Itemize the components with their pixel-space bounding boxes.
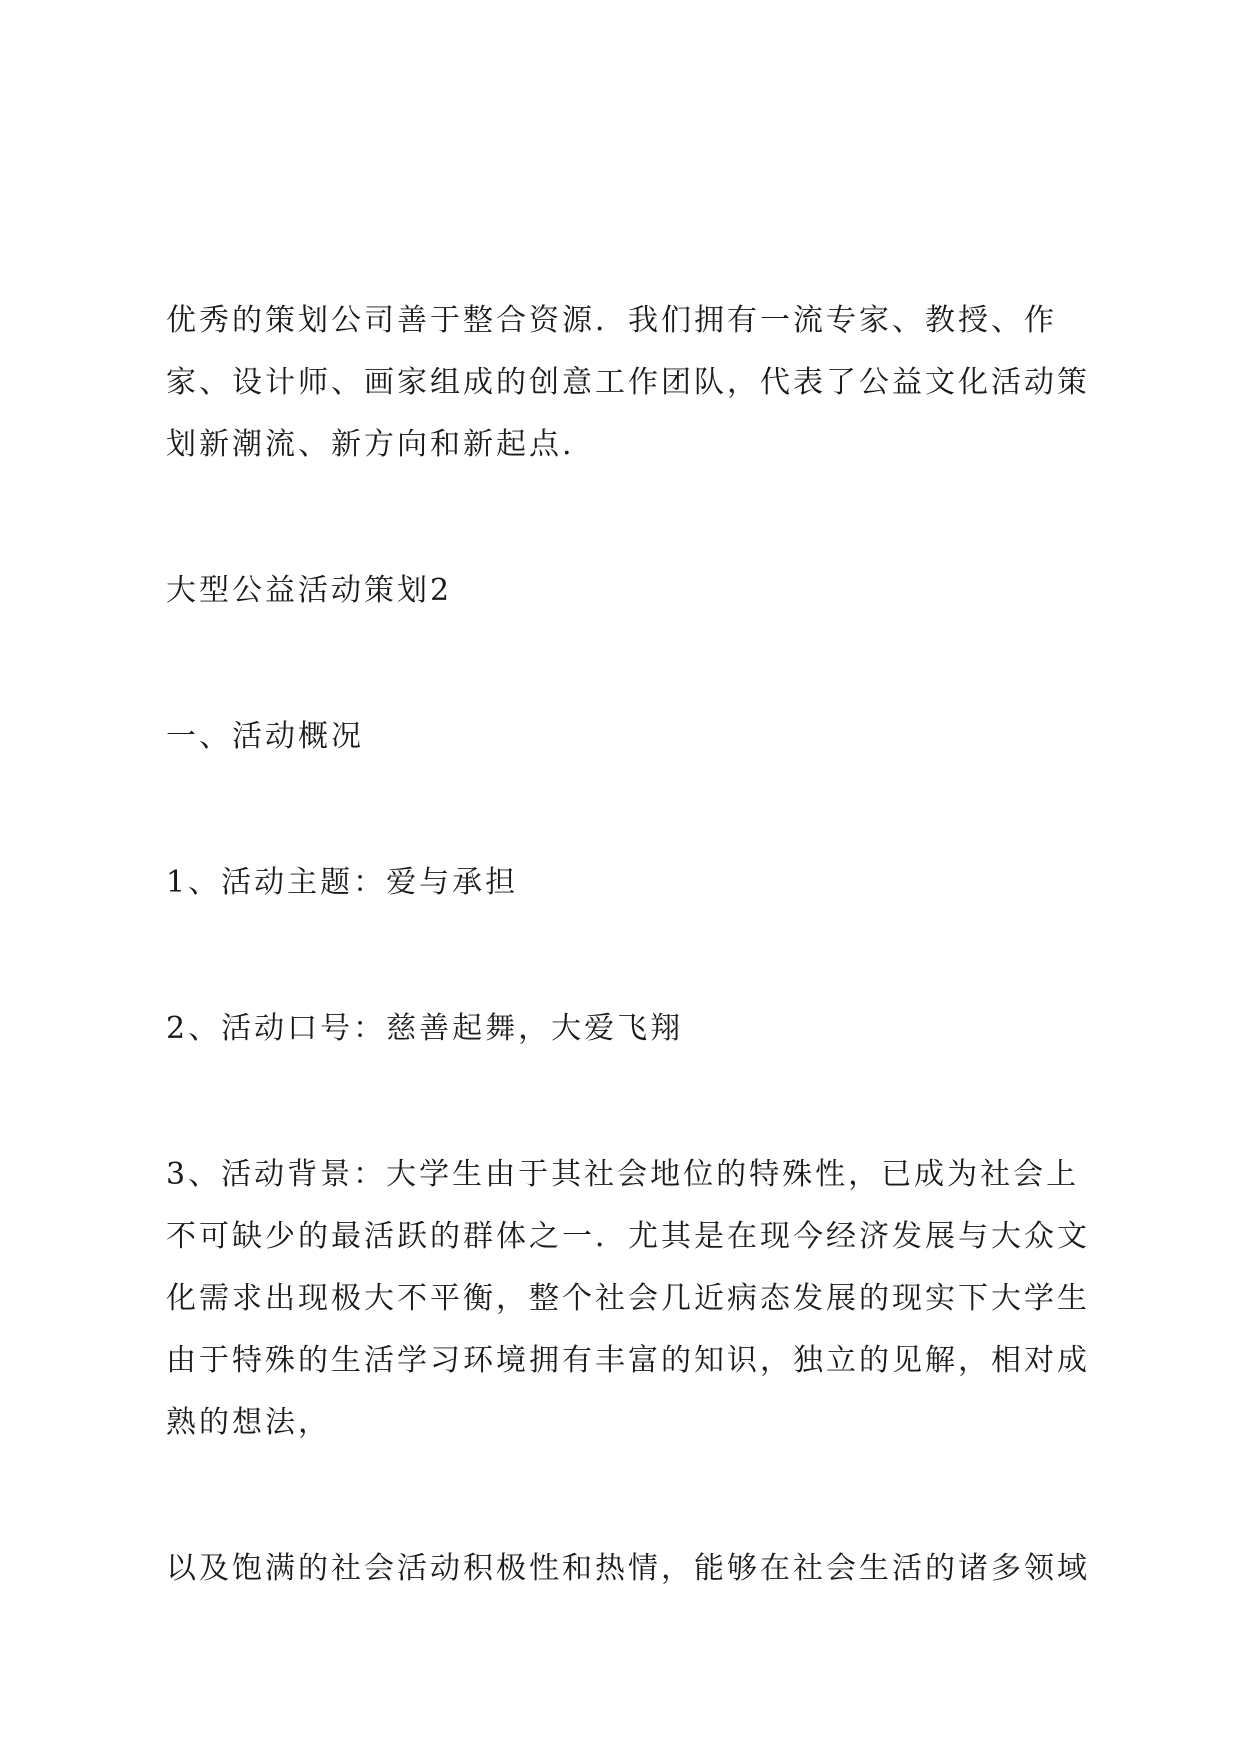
paragraph-line: 优秀的策划公司善于整合资源．我们拥有一流专家、教授、作	[166, 303, 1057, 338]
paragraph-line: 3、活动背景：大学生由于其社会地位的特殊性，已成为社会上	[166, 1157, 1080, 1192]
list-item	[166, 852, 1086, 914]
paragraph-line: 化需求出现极大不平衡，整个社会几近病态发展的现实下大学生	[166, 1281, 1090, 1316]
paragraph-line: 以及饱满的社会活动积极性和热情，能够在社会生活的诸多领域	[166, 1551, 1090, 1586]
list-item	[166, 998, 1086, 1060]
paragraph-line: 熟的想法，	[166, 1405, 331, 1440]
paragraph-line: 不可缺少的最活跃的群体之一．尤其是在现今经济发展与大众文	[166, 1219, 1090, 1254]
heading-text: 大型公益活动策划2	[166, 573, 453, 608]
list-item-background	[166, 1144, 1090, 1454]
intro-paragraph	[166, 290, 1090, 476]
document-body	[166, 290, 1090, 1600]
paragraph-line: 由于特殊的生活学习环境拥有丰富的知识，独立的见解，相对成	[166, 1343, 1090, 1378]
subsection-text: 一、活动概况	[166, 719, 364, 754]
item-slogan: 2、活动口号：慈善起舞，大爱飞翔	[166, 1011, 684, 1046]
paragraph-line: 家、设计师、画家组成的创意工作团队，代表了公益文化活动策	[166, 365, 1090, 400]
paragraph-line: 划新潮流、新方向和新起点.	[166, 427, 575, 462]
subsection-heading	[166, 706, 1086, 768]
item-theme: 1、活动主题：爱与承担	[166, 865, 519, 900]
continuation-paragraph	[166, 1538, 1090, 1600]
section-heading	[166, 560, 1086, 622]
